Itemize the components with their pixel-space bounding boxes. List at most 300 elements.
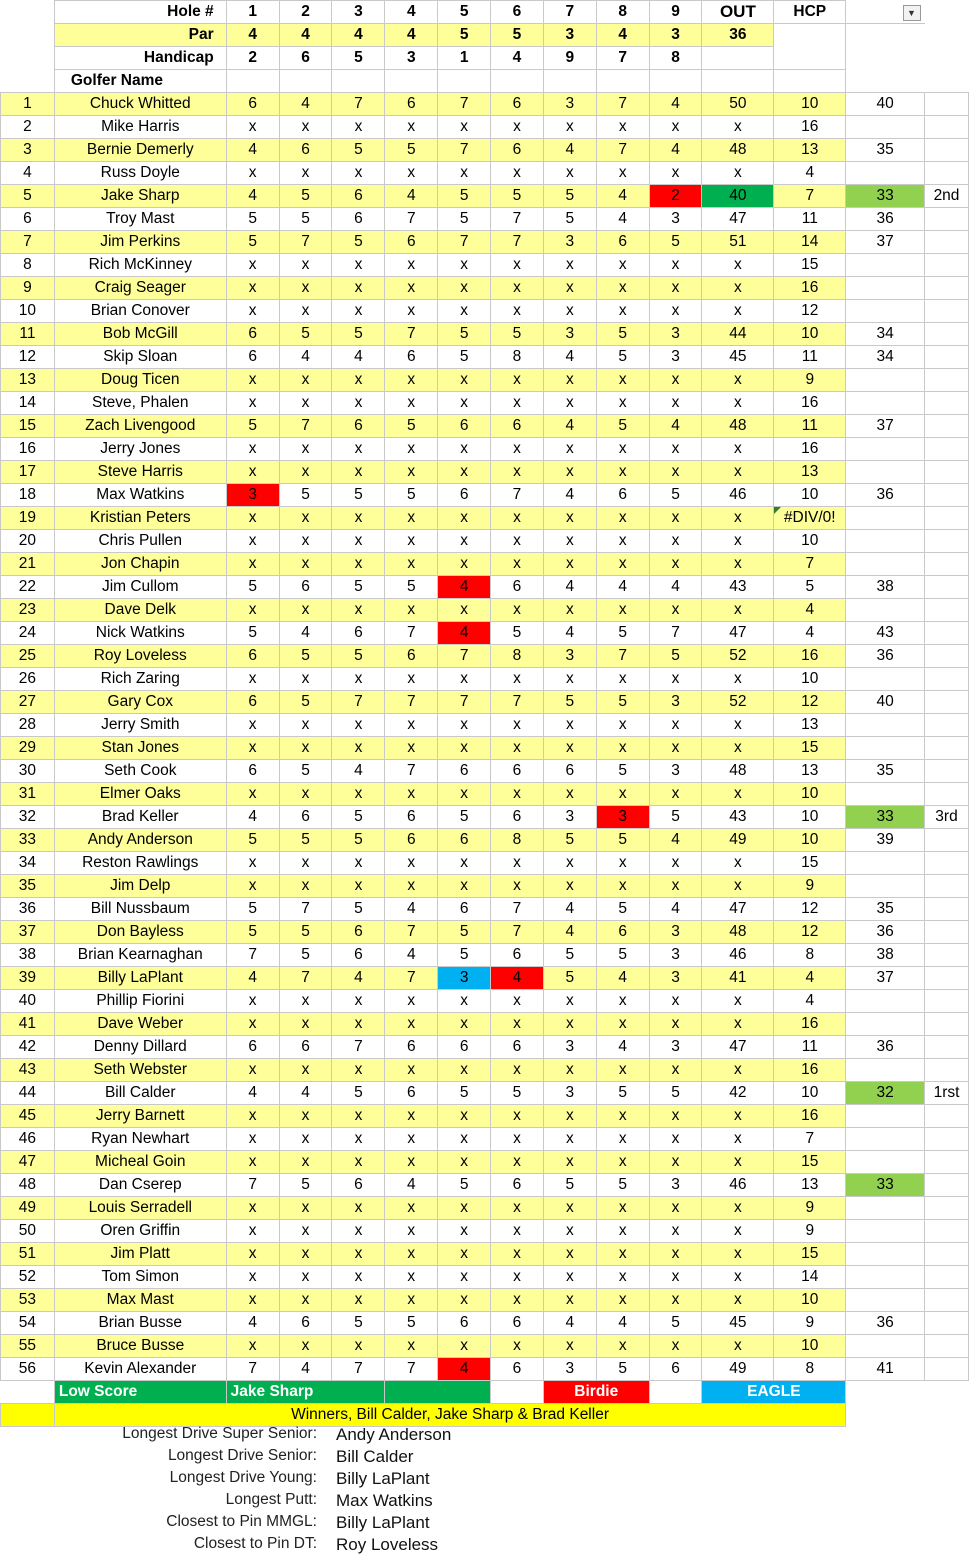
score-hole-8: 5 [596,944,649,967]
row-number: 23 [1,599,55,622]
golfer-name: Steve Harris [54,461,226,484]
score-hole-8: 5 [596,1082,649,1105]
out-total: x [702,714,774,737]
out-total: x [702,1151,774,1174]
score-hole-3: 6 [332,1174,385,1197]
net-score: 36 [846,1312,925,1335]
low-score-label: Low Score [54,1381,226,1404]
score-hole-3: x [332,1243,385,1266]
score-hole-9: 2 [649,185,702,208]
place-note [925,553,969,576]
golfer-name-label: Golfer Name [54,70,226,93]
out-total: 47 [702,1036,774,1059]
table-row [1,944,969,967]
table-row [1,530,969,553]
score-hole-8: x [596,1105,649,1128]
blank-cell [925,1,969,24]
score-hole-8: 5 [596,1358,649,1381]
score-hole-9: x [649,714,702,737]
filter-cell[interactable] [846,1,925,24]
place-note [925,1312,969,1335]
score-hole-1: 6 [226,1036,279,1059]
row-number: 52 [1,1266,55,1289]
hole-4-header: 4 [385,1,438,24]
golfer-name: Bob McGill [54,323,226,346]
award-label: Longest Drive Senior: [167,1447,317,1464]
net-score [846,599,925,622]
score-hole-4: 5 [385,1312,438,1335]
score-hole-7: 4 [543,346,596,369]
score-hole-6: x [491,668,544,691]
score-hole-7: 5 [543,185,596,208]
hcp-value: 4 [774,622,846,645]
award-row [0,1491,969,1513]
score-hole-8: x [596,737,649,760]
net-score [846,507,925,530]
row-number: 18 [1,484,55,507]
dropdown-arrow-icon[interactable]: ▼ [903,5,921,21]
hole-9-header: 9 [649,1,702,24]
score-hole-2: x [279,277,332,300]
par-hole-3: 4 [332,24,385,47]
score-hole-6: x [491,1289,544,1312]
golfer-name: Gary Cox [54,691,226,714]
score-hole-4: x [385,392,438,415]
score-hole-6: x [491,1266,544,1289]
table-row [1,1358,969,1381]
score-hole-4: x [385,1266,438,1289]
par-hole-2: 4 [279,24,332,47]
out-total: x [702,254,774,277]
table-row [1,1266,969,1289]
score-hole-4: x [385,116,438,139]
score-hole-3: x [332,737,385,760]
score-hole-4: 4 [385,944,438,967]
score-hole-9: x [649,1243,702,1266]
score-hole-6: x [491,1151,544,1174]
out-total: 51 [702,231,774,254]
blank-cell [702,70,774,93]
score-hole-6: 7 [491,484,544,507]
score-hole-3: 5 [332,645,385,668]
score-hole-4: x [385,599,438,622]
score-hole-3: x [332,714,385,737]
out-total: x [702,1128,774,1151]
place-note: 3rd [925,806,969,829]
score-hole-8: x [596,438,649,461]
net-score [846,1059,925,1082]
score-hole-5: 5 [438,1174,491,1197]
score-hole-8: 6 [596,921,649,944]
blank-cell [925,24,969,47]
score-hole-9: x [649,254,702,277]
blank-cell [774,70,846,93]
net-score: 39 [846,829,925,852]
score-hole-1: 4 [226,185,279,208]
golfer-name: Mike Harris [54,116,226,139]
net-score [846,1151,925,1174]
net-score: 37 [846,415,925,438]
table-row [1,875,969,898]
score-hole-7: 3 [543,1082,596,1105]
score-hole-7: x [543,990,596,1013]
score-hole-3: 6 [332,622,385,645]
row-number: 10 [1,300,55,323]
hcp-value: 13 [774,714,846,737]
score-hole-4: x [385,1197,438,1220]
score-hole-3: 7 [332,1036,385,1059]
blank-cell [925,1381,969,1404]
place-note [925,944,969,967]
score-hole-5: x [438,990,491,1013]
hole-3-header: 3 [332,1,385,24]
place-note [925,1335,969,1358]
score-hole-7: x [543,1266,596,1289]
score-hole-1: 5 [226,921,279,944]
score-hole-5: 6 [438,415,491,438]
score-hole-5: x [438,1013,491,1036]
net-score: 34 [846,323,925,346]
score-hole-5: x [438,392,491,415]
table-row [1,806,969,829]
place-note [925,990,969,1013]
place-note [925,346,969,369]
golfer-name: Dave Delk [54,599,226,622]
out-total: 48 [702,760,774,783]
table-row [1,829,969,852]
score-hole-3: x [332,1013,385,1036]
score-hole-1: 5 [226,898,279,921]
score-hole-3: 5 [332,323,385,346]
score-hole-5: 5 [438,346,491,369]
out-total: 46 [702,1174,774,1197]
award-winner: Andy Anderson [336,1425,452,1444]
score-hole-7: 4 [543,1312,596,1335]
score-hole-1: 3 [226,484,279,507]
table-row [1,1105,969,1128]
score-hole-7: 4 [543,898,596,921]
score-hole-1: x [226,507,279,530]
row-number: 42 [1,1036,55,1059]
score-hole-8: 5 [596,691,649,714]
row-number: 27 [1,691,55,714]
score-hole-6: x [491,507,544,530]
table-row [1,484,969,507]
score-hole-6: x [491,1013,544,1036]
hcp-value: 10 [774,1082,846,1105]
golfer-name: Tom Simon [54,1266,226,1289]
blank-cell [925,70,969,93]
score-hole-7: x [543,438,596,461]
hcp-value: 9 [774,1197,846,1220]
score-hole-7: 3 [543,93,596,116]
legend-row [1,1381,969,1404]
score-hole-7: 5 [543,691,596,714]
score-hole-6: 7 [491,898,544,921]
score-hole-8: 5 [596,898,649,921]
out-total: x [702,668,774,691]
hcp-value: 12 [774,691,846,714]
score-hole-6: x [491,599,544,622]
score-hole-7: 6 [543,760,596,783]
table-row [1,392,969,415]
score-hole-3: 5 [332,484,385,507]
score-hole-2: 5 [279,760,332,783]
out-total: x [702,737,774,760]
award-label: Longest Drive Super Senior: [122,1425,317,1442]
score-hole-7: x [543,1013,596,1036]
net-score: 38 [846,944,925,967]
score-hole-2: 7 [279,231,332,254]
hcp-value: 7 [774,185,846,208]
blank-cell [846,70,925,93]
score-hole-4: 7 [385,921,438,944]
score-hole-3: 5 [332,1312,385,1335]
hole-1-header: 1 [226,1,279,24]
score-hole-4: x [385,737,438,760]
score-hole-4: x [385,530,438,553]
row-number: 51 [1,1243,55,1266]
score-hole-6: x [491,875,544,898]
score-hole-3: x [332,1289,385,1312]
out-total: 48 [702,139,774,162]
score-hole-7: x [543,1151,596,1174]
score-hole-3: 6 [332,208,385,231]
award-row [0,1513,969,1535]
net-score [846,1289,925,1312]
score-hole-9: 5 [649,806,702,829]
score-hole-9: x [649,369,702,392]
score-hole-2: 4 [279,1358,332,1381]
score-hole-2: x [279,553,332,576]
hole-number-row [1,1,969,24]
golfer-name: Louis Serradell [54,1197,226,1220]
score-hole-2: x [279,599,332,622]
score-hole-2: x [279,875,332,898]
hcp-value: 11 [774,415,846,438]
score-hole-8: x [596,1013,649,1036]
score-hole-4: 4 [385,185,438,208]
hcp-value: 10 [774,829,846,852]
award-winner: Billy LaPlant [336,1469,430,1488]
score-hole-2: 5 [279,1174,332,1197]
score-hole-6: x [491,1128,544,1151]
score-hole-4: x [385,668,438,691]
score-hole-1: x [226,668,279,691]
net-score: 33 [846,806,925,829]
row-number: 46 [1,1128,55,1151]
par-hole-6: 5 [491,24,544,47]
score-hole-5: x [438,783,491,806]
score-hole-5: x [438,438,491,461]
score-hole-1: x [226,1335,279,1358]
place-note [925,392,969,415]
blank-cell [846,1404,925,1427]
score-hole-6: x [491,737,544,760]
score-hole-7: x [543,1289,596,1312]
score-hole-2: 5 [279,484,332,507]
out-total: x [702,1105,774,1128]
place-note [925,783,969,806]
place-note [925,760,969,783]
hcp-value: 15 [774,852,846,875]
score-hole-4: 6 [385,93,438,116]
score-hole-7: 4 [543,921,596,944]
score-hole-4: x [385,990,438,1013]
handicap-hole-1: 2 [226,47,279,70]
score-hole-2: x [279,1151,332,1174]
row-number: 5 [1,185,55,208]
score-hole-5: 5 [438,944,491,967]
score-hole-4: 6 [385,1036,438,1059]
hole-6-header: 6 [491,1,544,24]
hcp-value: 9 [774,875,846,898]
score-hole-5: 5 [438,323,491,346]
hcp-value: 4 [774,967,846,990]
handicap-hole-2: 6 [279,47,332,70]
score-hole-3: x [332,852,385,875]
score-hole-1: x [226,1289,279,1312]
score-hole-4: x [385,1013,438,1036]
score-hole-9: x [649,277,702,300]
score-hole-5: x [438,1289,491,1312]
score-hole-3: x [332,1335,385,1358]
net-score: 33 [846,1174,925,1197]
row-number: 4 [1,162,55,185]
score-hole-7: x [543,599,596,622]
eagle-legend: EAGLE [702,1381,846,1404]
score-hole-5: x [438,1243,491,1266]
blank-cell [649,70,702,93]
score-hole-5: x [438,530,491,553]
score-hole-9: 3 [649,967,702,990]
table-row [1,1312,969,1335]
score-hole-2: 5 [279,921,332,944]
score-hole-6: 6 [491,415,544,438]
row-number: 31 [1,783,55,806]
row-number: 40 [1,990,55,1013]
score-hole-5: 5 [438,208,491,231]
hcp-value: 15 [774,254,846,277]
place-note [925,622,969,645]
score-hole-1: x [226,254,279,277]
out-total: 48 [702,415,774,438]
table-row [1,277,969,300]
score-hole-6: 6 [491,139,544,162]
award-label: Longest Drive Young: [169,1469,317,1486]
score-hole-1: 7 [226,1358,279,1381]
award-winner: Roy Loveless [336,1535,439,1554]
golfer-name: Bruce Busse [54,1335,226,1358]
score-hole-9: x [649,1059,702,1082]
score-hole-5: x [438,737,491,760]
score-hole-3: 6 [332,185,385,208]
score-hole-8: x [596,1289,649,1312]
net-score [846,254,925,277]
score-hole-9: x [649,1151,702,1174]
award-row [0,1447,969,1469]
score-hole-9: x [649,852,702,875]
table-row [1,1059,969,1082]
out-total: x [702,438,774,461]
score-hole-1: 4 [226,139,279,162]
winners-text: Winners, Bill Calder, Jake Sharp & Brad Keller [54,1404,845,1427]
hcp-value: 9 [774,369,846,392]
place-note [925,1266,969,1289]
out-total: x [702,875,774,898]
table-row [1,1174,969,1197]
score-hole-3: x [332,1105,385,1128]
out-total: 46 [702,484,774,507]
score-hole-6: 8 [491,645,544,668]
out-total: x [702,461,774,484]
score-hole-3: 6 [332,921,385,944]
score-hole-4: 5 [385,576,438,599]
net-score [846,530,925,553]
score-hole-3: x [332,1266,385,1289]
hcp-value: 11 [774,208,846,231]
table-row [1,599,969,622]
score-hole-9: x [649,599,702,622]
row-number: 49 [1,1197,55,1220]
score-hole-1: x [226,438,279,461]
hole-7-header: 7 [543,1,596,24]
hcp-value: 10 [774,93,846,116]
row-number: 28 [1,714,55,737]
table-row [1,139,969,162]
score-hole-8: x [596,116,649,139]
score-hole-9: x [649,553,702,576]
score-hole-6: x [491,369,544,392]
score-hole-4: 6 [385,645,438,668]
golfer-name: Jake Sharp [54,185,226,208]
net-score [846,783,925,806]
score-hole-1: 7 [226,1174,279,1197]
table-row [1,967,969,990]
score-hole-2: x [279,1059,332,1082]
score-hole-4: 7 [385,622,438,645]
score-hole-7: 4 [543,415,596,438]
handicap-hole-4: 3 [385,47,438,70]
score-hole-9: x [649,438,702,461]
score-hole-5: 6 [438,1036,491,1059]
table-row [1,162,969,185]
row-number: 17 [1,461,55,484]
net-score [846,737,925,760]
table-row [1,323,969,346]
score-hole-7: x [543,507,596,530]
table-row [1,714,969,737]
score-hole-1: x [226,1151,279,1174]
score-hole-4: x [385,1220,438,1243]
score-hole-1: 6 [226,93,279,116]
score-hole-2: x [279,392,332,415]
score-hole-3: x [332,1059,385,1082]
net-score [846,461,925,484]
net-score: 41 [846,1358,925,1381]
place-note [925,116,969,139]
score-hole-8: 6 [596,484,649,507]
golfer-name: Nick Watkins [54,622,226,645]
score-hole-6: 5 [491,622,544,645]
hole-2-header: 2 [279,1,332,24]
hcp-value: 12 [774,898,846,921]
score-hole-8: x [596,277,649,300]
score-hole-5: x [438,875,491,898]
hcp-value: 14 [774,1266,846,1289]
place-note [925,415,969,438]
hole-8-header: 8 [596,1,649,24]
